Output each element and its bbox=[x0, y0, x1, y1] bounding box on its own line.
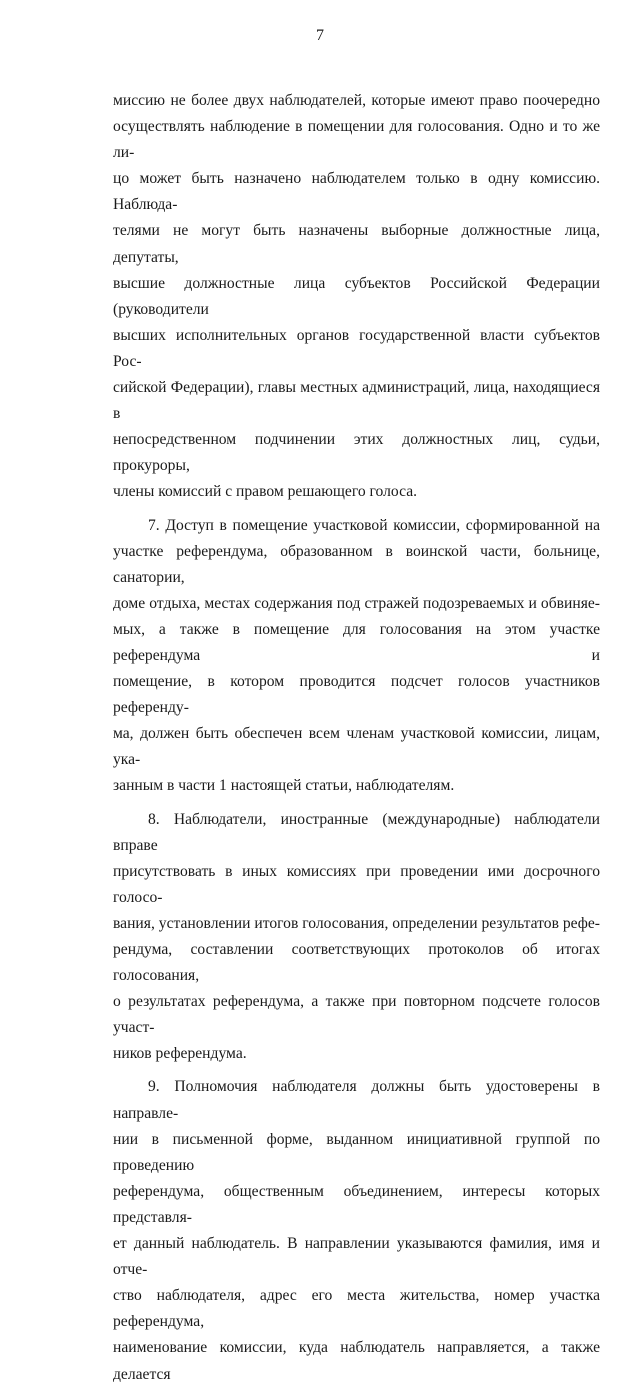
text-line: миссию не более двух наблюдателей, которые имеют право поочередно bbox=[113, 92, 600, 109]
text-line: непосредственном подчинении этих должностных лиц, судьи, прокуроры, bbox=[113, 431, 600, 475]
text-line: нии в письменной форме, выданном инициативной группой по проведению bbox=[113, 1130, 600, 1174]
text-line: телями не могут быть назначены выборные должностные лица, депутаты, bbox=[113, 222, 600, 266]
paragraph-item-7 bbox=[113, 513, 600, 800]
text-line: ма, должен быть обеспечен всем членам участковой комиссии, лицам, ука- bbox=[113, 725, 600, 769]
text-line: цо может быть назначено наблюдателем только в одну комиссию. Наблюда- bbox=[113, 170, 600, 214]
body-text bbox=[113, 88, 600, 1388]
text-line: осуществлять наблюдение в помещении для голосования. Одно и то же ли- bbox=[113, 118, 600, 162]
text-line: помещение, в котором проводится подсчет голосов участников референду- bbox=[113, 673, 600, 717]
text-line: 9. Полномочия наблюдателя должны быть удостоверены в направле- bbox=[113, 1078, 600, 1122]
paragraph-item-8 bbox=[113, 807, 600, 1068]
text-line: присутствовать в иных комиссиях при проведении ими досрочного голосо- bbox=[113, 862, 600, 906]
text-line: наименование комиссии, куда наблюдатель направляется, а также делается bbox=[113, 1339, 600, 1383]
text-line: члены комиссий с правом решающего голоса. bbox=[113, 483, 418, 501]
text-line: высших исполнительных органов государственной власти субъектов Рос- bbox=[113, 326, 600, 370]
text-line: занным в части 1 настоящей статьи, наблюдателям. bbox=[113, 777, 455, 795]
text-line: референдума, общественным объединением, интересы которых представля- bbox=[113, 1182, 600, 1226]
text-line: вания, установлении итогов голосования, определении результатов рефе- bbox=[113, 914, 600, 932]
text-line: о результатах референдума, а также при повторном подсчете голосов участ- bbox=[113, 993, 600, 1037]
paragraph-continuation bbox=[113, 88, 600, 506]
text-line: доме отдыха, местах содержания под стражей подозреваемых и обвиняе- bbox=[113, 594, 600, 612]
text-line: сийской Федерации), главы местных администраций, лица, находящиеся в bbox=[113, 379, 600, 423]
text-line: рендума, составлении соответствующих протоколов об итогах голосования, bbox=[113, 941, 600, 985]
text-line: ников референдума. bbox=[113, 1045, 247, 1063]
text-line: 7. Доступ в помещение участковой комиссии, сформированной на bbox=[148, 516, 600, 534]
text-line: ет данный наблюдатель. В направлении указываются фамилия, имя и отче- bbox=[113, 1235, 600, 1279]
text-line: мых, а также в помещение для голосования на этом участке референдума и bbox=[113, 620, 600, 664]
text-line: 8. Наблюдатели, иностранные (международные) наблюдатели вправе bbox=[113, 810, 600, 854]
text-line: высшие должностные лица субъектов Российской Федерации (руководители bbox=[113, 274, 600, 318]
text-line: ство наблюдателя, адрес его места жительства, номер участка референдума, bbox=[113, 1287, 600, 1331]
text-line: участке референдума, образованном в воинской части, больнице, санатории, bbox=[113, 542, 600, 586]
paragraph-item-9 bbox=[113, 1074, 600, 1387]
page-number: 7 bbox=[316, 27, 324, 44]
